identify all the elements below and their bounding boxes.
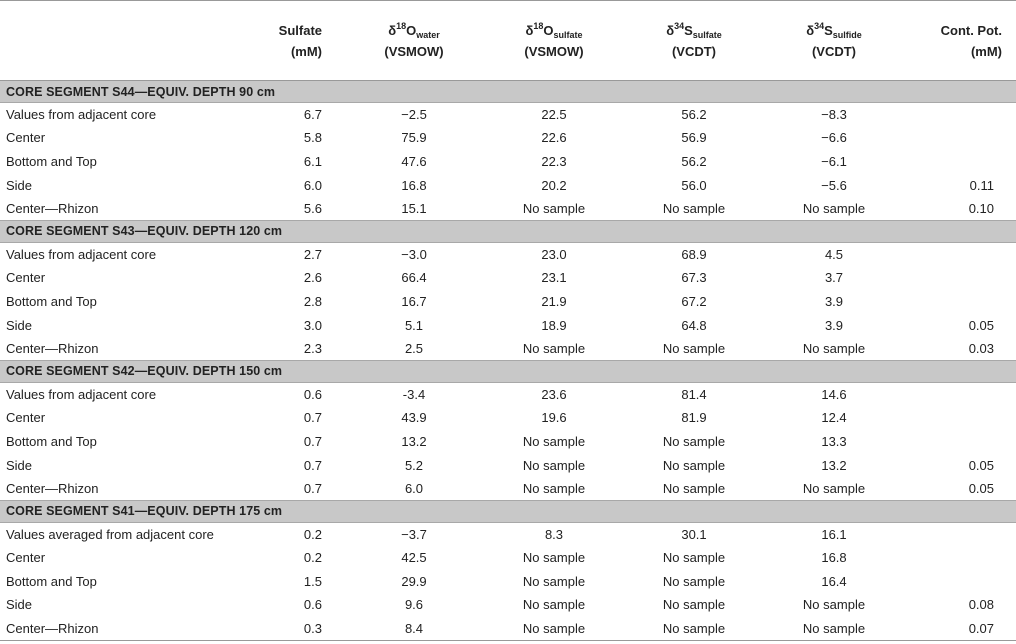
cell-s34-sulfide: 4.5	[824, 247, 844, 263]
isotope-mass: 34	[674, 20, 685, 31]
cell-s34-sulfide: 16.4	[821, 573, 847, 589]
header-o18-water-unit: (VSMOW)	[384, 43, 444, 59]
cell-s34-sulfate: No sample	[662, 433, 726, 449]
cell-sample: Bottom and Top	[6, 573, 97, 589]
cell-s34-sulfate: No sample	[662, 340, 726, 356]
cell-o18-water: −3.7	[401, 526, 427, 542]
section-header-row	[0, 360, 1016, 382]
cell-o18-sulfate: 8.3	[544, 526, 564, 542]
cell-sample: Side	[6, 177, 33, 193]
cell-o18-sulfate: No sample	[522, 597, 586, 613]
cell-sulfate: 6.7	[303, 107, 322, 123]
cell-s34-sulfate: 81.9	[681, 410, 707, 426]
cell-sulfate: 0.7	[303, 480, 322, 496]
cell-sulfate: 0.7	[303, 433, 322, 449]
cell-s34-sulfide: 3.9	[824, 317, 844, 333]
cell-sample: Center	[6, 410, 46, 426]
table-row	[0, 103, 1016, 127]
cell-cont-pot: 0.11	[969, 177, 994, 193]
cell-o18-sulfate: 23.6	[541, 386, 567, 402]
header-o18-sulfate	[484, 1, 624, 81]
cell-sample: Bottom and Top	[6, 153, 97, 169]
cell-sample: Center	[6, 130, 46, 146]
cell-cont-pot	[904, 150, 1016, 174]
cell-cont-pot: 0.03	[968, 340, 994, 356]
cell-s34-sulfate: 81.4	[681, 386, 707, 402]
cell-cont-pot: 0.05	[968, 317, 994, 333]
cell-o18-water: −3.0	[401, 247, 427, 263]
cell-o18-water: 16.7	[401, 293, 427, 309]
cell-s34-sulfide: No sample	[802, 340, 866, 356]
cell-s34-sulfate: No sample	[662, 200, 726, 216]
header-row	[0, 1, 1016, 81]
cell-o18-sulfate: 18.9	[541, 317, 567, 333]
isotope-mass: 34	[814, 20, 825, 31]
cell-s34-sulfate: 56.9	[681, 130, 707, 146]
cell-sample: Values from adjacent core	[6, 247, 157, 263]
cell-s34-sulfate: 68.9	[681, 247, 707, 263]
cell-o18-sulfate: No sample	[484, 617, 624, 641]
cell-o18-sulfate: 23.0	[541, 247, 567, 263]
header-s34-sulfate	[624, 1, 764, 81]
cell-s34-sulfate: 56.2	[681, 153, 707, 169]
table-row	[0, 593, 1016, 617]
cell-sulfate: 1.5	[303, 573, 322, 589]
cell-cont-pot	[904, 406, 1016, 430]
cell-cont-pot: 0.10	[968, 200, 994, 216]
section-title: CORE SEGMENT S44—EQUIV. DEPTH 90 cm	[0, 81, 1016, 103]
table-row	[0, 522, 1016, 546]
header-sulfate-unit: (mM)	[290, 43, 322, 59]
header-s34-sulfide-unit: (VCDT)	[811, 43, 857, 59]
table-row	[0, 430, 1016, 454]
cell-s34-sulfide: 3.7	[824, 270, 844, 286]
cell-sample: Center—Rhizon	[6, 340, 99, 356]
cell-o18-water: 9.6	[404, 597, 424, 613]
table-row	[0, 313, 1016, 337]
cell-sulfate: 0.2	[303, 550, 322, 566]
cell-sample: Bottom and Top	[6, 293, 97, 309]
cell-cont-pot	[904, 242, 1016, 266]
cell-s34-sulfate: No sample	[662, 480, 726, 496]
cell-sample: Side	[6, 317, 33, 333]
cell-sulfate: 2.6	[303, 270, 322, 286]
cell-cont-pot	[904, 570, 1016, 594]
cell-s34-sulfide: No sample	[802, 480, 866, 496]
table-row	[0, 126, 1016, 150]
header-cont-pot-name: Cont. Pot.	[940, 22, 1002, 38]
table-header	[0, 1, 1016, 81]
cell-sulfate: 0.3	[262, 617, 344, 641]
table-row	[0, 290, 1016, 314]
cell-sample: Values from adjacent core	[6, 386, 157, 402]
table-row	[0, 266, 1016, 290]
section-title: CORE SEGMENT S42—EQUIV. DEPTH 150 cm	[0, 360, 1016, 382]
table-row	[0, 197, 1016, 221]
element-symbol: S	[684, 22, 693, 38]
cell-o18-sulfate: No sample	[522, 480, 586, 496]
cell-s34-sulfide: −6.1	[821, 153, 847, 169]
cell-sample: Center	[6, 270, 46, 286]
cell-s34-sulfide: No sample	[764, 617, 904, 641]
cell-s34-sulfate: 64.8	[681, 317, 707, 333]
delta-symbol: δ	[806, 22, 815, 38]
table-row	[0, 617, 1016, 641]
cell-s34-sulfide: 16.1	[821, 526, 847, 542]
header-sulfate-name: Sulfate	[278, 22, 322, 38]
table-body	[0, 81, 1016, 641]
header-cont-pot	[904, 1, 1016, 81]
cell-sulfate: 0.6	[303, 597, 322, 613]
cell-o18-water: 42.5	[401, 550, 427, 566]
cell-o18-water: 5.1	[404, 317, 424, 333]
cell-sample: Values from adjacent core	[6, 107, 157, 123]
cell-o18-water: 66.4	[401, 270, 427, 286]
table-row	[0, 242, 1016, 266]
cell-sample: Side	[6, 457, 33, 473]
cell-s34-sulfate: 67.3	[681, 270, 707, 286]
cell-s34-sulfide: No sample	[802, 597, 866, 613]
cell-o18-water: 5.2	[404, 457, 424, 473]
cell-cont-pot	[904, 546, 1016, 570]
phase-subscript: sulfate	[553, 29, 583, 40]
cell-s34-sulfate: No sample	[624, 617, 764, 641]
cell-o18-sulfate: No sample	[522, 340, 586, 356]
cell-o18-sulfate: 23.1	[541, 270, 567, 286]
phase-subscript: water	[416, 29, 440, 40]
header-s34-sulfate-unit: (VCDT)	[671, 43, 717, 59]
cell-s34-sulfate: 30.1	[681, 526, 707, 542]
cell-sample: Center—Rhizon	[0, 617, 262, 641]
cell-o18-sulfate: 22.5	[541, 107, 567, 123]
cell-s34-sulfide: No sample	[802, 200, 866, 216]
table-row	[0, 570, 1016, 594]
cell-o18-water: −2.5	[401, 107, 427, 123]
element-symbol: O	[543, 22, 554, 38]
element-symbol: O	[406, 22, 417, 38]
cell-sulfate: 0.2	[303, 526, 322, 542]
cell-s34-sulfide: −5.6	[821, 177, 847, 193]
cell-s34-sulfide: 13.3	[821, 433, 847, 449]
cell-o18-water: 16.8	[401, 177, 427, 193]
cell-s34-sulfide: −8.3	[821, 107, 847, 123]
cell-o18-sulfate: 19.6	[541, 410, 567, 426]
table-row	[0, 477, 1016, 501]
cell-s34-sulfide: 12.4	[821, 410, 847, 426]
header-o18-water	[344, 1, 484, 81]
cell-sample: Center	[6, 550, 46, 566]
cell-o18-water: 29.9	[401, 573, 427, 589]
table-row	[0, 546, 1016, 570]
isotope-mass: 18	[396, 20, 407, 31]
cell-sulfate: 3.0	[303, 317, 322, 333]
delta-symbol: δ	[388, 22, 397, 38]
cell-sulfate: 0.7	[303, 457, 322, 473]
cell-s34-sulfate: 67.2	[681, 293, 707, 309]
cell-o18-water: -3.4	[402, 386, 426, 402]
cell-o18-water: 15.1	[401, 200, 427, 216]
cell-sulfate: 5.6	[303, 200, 322, 216]
cell-o18-water: 47.6	[401, 153, 427, 169]
header-sulfate	[262, 1, 344, 81]
cell-cont-pot	[904, 382, 1016, 406]
cell-sulfate: 5.8	[303, 130, 322, 146]
cell-sulfate: 6.1	[303, 153, 322, 169]
cell-o18-sulfate: 21.9	[541, 293, 567, 309]
cell-s34-sulfate: 56.0	[681, 177, 707, 193]
phase-subscript: sulfate	[692, 29, 722, 40]
delta-symbol: δ	[666, 22, 675, 38]
cell-cont-pot	[904, 522, 1016, 546]
cell-cont-pot	[904, 103, 1016, 127]
isotope-mass: 18	[533, 20, 544, 31]
cell-s34-sulfide: −6.6	[821, 130, 847, 146]
cell-sulfate: 2.7	[303, 247, 322, 263]
cell-o18-sulfate: No sample	[522, 573, 586, 589]
cell-o18-sulfate: 22.6	[541, 130, 567, 146]
cell-sulfate: 0.7	[303, 410, 322, 426]
cell-cont-pot: 0.05	[968, 457, 994, 473]
section-header-row	[0, 220, 1016, 242]
cell-sulfate: 0.6	[303, 386, 322, 402]
cell-s34-sulfate: No sample	[662, 457, 726, 473]
cell-cont-pot: 0.07	[904, 617, 1016, 641]
cell-cont-pot	[904, 430, 1016, 454]
cell-o18-water: 6.0	[404, 480, 424, 496]
cell-s34-sulfate: No sample	[662, 550, 726, 566]
cell-s34-sulfide: 16.8	[821, 550, 847, 566]
cell-o18-sulfate: No sample	[522, 433, 586, 449]
cell-cont-pot	[904, 126, 1016, 150]
cell-s34-sulfide: 3.9	[824, 293, 844, 309]
cell-sample: Center—Rhizon	[6, 480, 99, 496]
cell-sample: Bottom and Top	[6, 433, 97, 449]
cell-o18-water: 43.9	[401, 410, 427, 426]
cell-o18-sulfate: No sample	[522, 550, 586, 566]
cell-cont-pot	[904, 266, 1016, 290]
section-title: CORE SEGMENT S43—EQUIV. DEPTH 120 cm	[0, 220, 1016, 242]
header-s34-sulfide	[764, 1, 904, 81]
delta-symbol: δ	[525, 22, 534, 38]
cell-o18-sulfate: No sample	[522, 200, 586, 216]
cell-s34-sulfate: No sample	[662, 573, 726, 589]
cell-s34-sulfate: 56.2	[681, 107, 707, 123]
table-row	[0, 453, 1016, 477]
cell-o18-water: 8.4	[344, 617, 484, 641]
cell-sulfate: 6.0	[303, 177, 322, 193]
cell-o18-sulfate: 20.2	[541, 177, 567, 193]
table-row	[0, 150, 1016, 174]
table-row	[0, 382, 1016, 406]
cell-o18-water: 75.9	[401, 130, 427, 146]
cell-cont-pot	[904, 290, 1016, 314]
cell-cont-pot: 0.05	[968, 480, 994, 496]
cell-s34-sulfate: No sample	[662, 597, 726, 613]
element-symbol: S	[824, 22, 833, 38]
cell-sample: Side	[6, 597, 33, 613]
cell-sulfate: 2.8	[303, 293, 322, 309]
cell-o18-sulfate: No sample	[522, 457, 586, 473]
cell-s34-sulfide: 14.6	[821, 386, 847, 402]
cell-sample: Center—Rhizon	[6, 200, 99, 216]
header-cont-pot-unit: (mM)	[970, 43, 1002, 59]
cell-cont-pot: 0.08	[968, 597, 994, 613]
header-o18-sulfate-unit: (VSMOW)	[524, 43, 584, 59]
header-sample	[0, 1, 262, 81]
phase-subscript: sulfide	[832, 29, 862, 40]
cell-o18-water: 2.5	[404, 340, 424, 356]
section-header-row	[0, 500, 1016, 522]
table-row	[0, 173, 1016, 197]
cell-o18-water: 13.2	[401, 433, 427, 449]
cell-sample: Values averaged from adjacent core	[6, 526, 214, 542]
cell-sulfate: 2.3	[303, 340, 322, 356]
table-row	[0, 406, 1016, 430]
table-row	[0, 337, 1016, 361]
cell-o18-sulfate: 22.3	[541, 153, 567, 169]
section-title: CORE SEGMENT S41—EQUIV. DEPTH 175 cm	[0, 500, 1016, 522]
section-header-row	[0, 81, 1016, 103]
cell-s34-sulfide: 13.2	[821, 457, 847, 473]
